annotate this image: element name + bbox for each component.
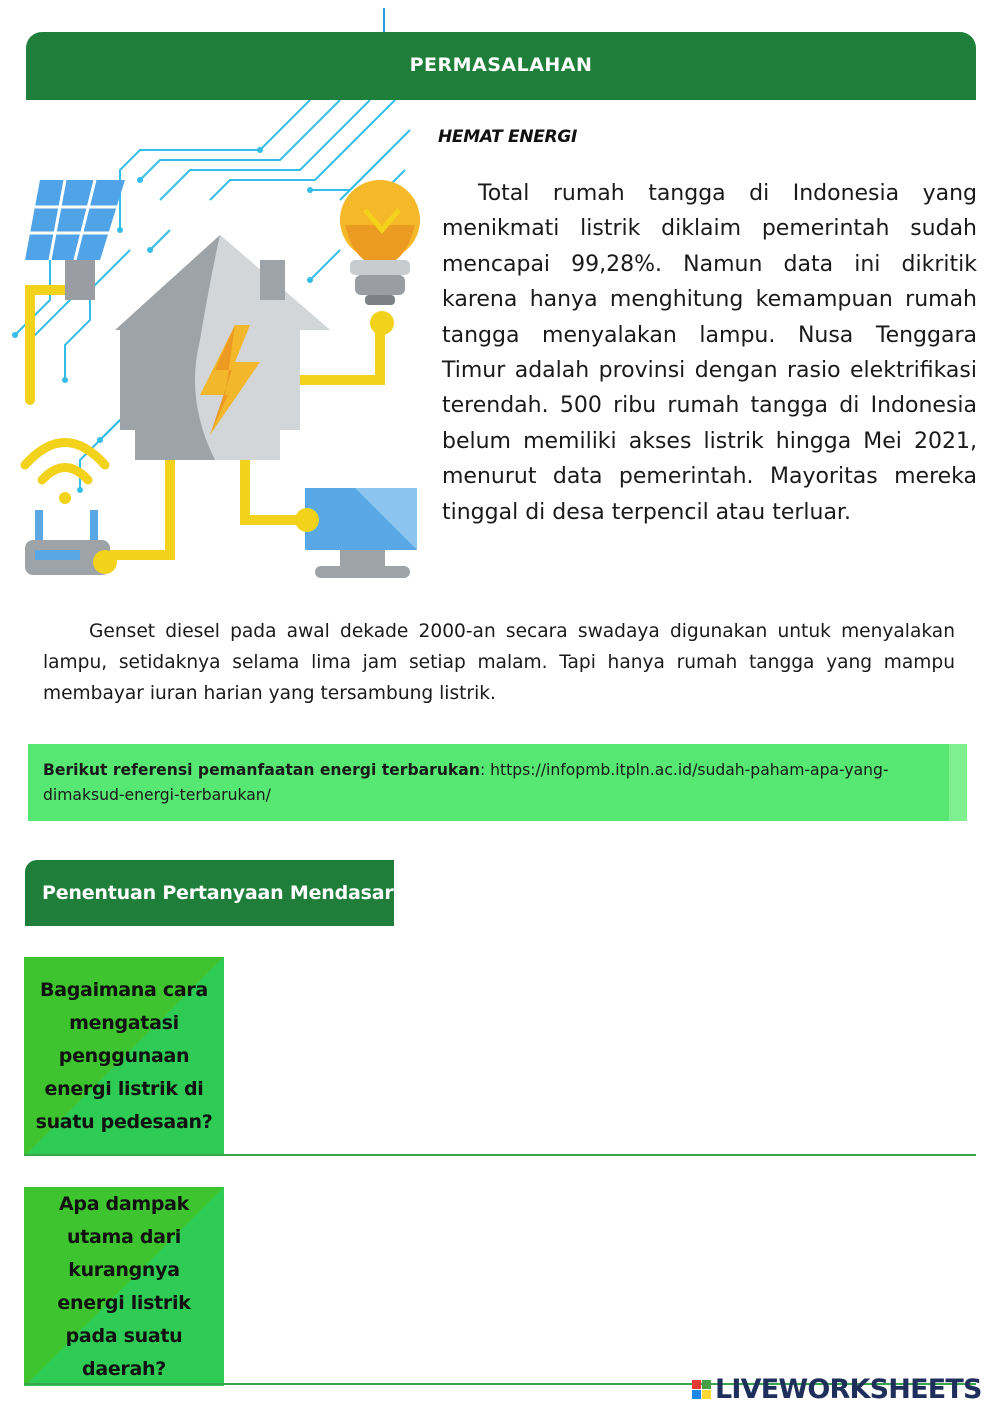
liveworksheets-logo <box>692 1374 982 1404</box>
questions-section-header <box>25 860 394 926</box>
solar-panel-icon <box>25 180 125 300</box>
question-1-text: Bagaimana cara mengatasi penggunaan energi listrik di suatu pedesaan? <box>35 979 213 1133</box>
reference-separator: : <box>479 761 491 779</box>
lightbulb-icon <box>340 180 420 335</box>
monitor-icon <box>295 488 417 578</box>
reference-link[interactable]: https://infopmb.itpln.ac.id/sudah-paham-apa-yang-dimaksud-energi-terbarukan/ <box>43 761 889 804</box>
wifi-router-icon <box>25 443 117 576</box>
question-card-2 <box>24 1187 224 1386</box>
article-paragraph-2: Genset diesel pada awal dekade 2000-an secara swadaya digunakan untuk menyalakan lampu, setidaknya selama lima jam setiap malam. Tapi hanya rumah tangga yang mampu membayar iuran harian yang tersambung listrik. <box>43 621 955 704</box>
answer-line-1[interactable] <box>24 1154 976 1156</box>
question-card-1 <box>24 957 224 1156</box>
smart-home-energy-illustration <box>10 100 425 590</box>
banner-title: PERMASALAHAN <box>409 54 593 76</box>
logo-text: LIVEWORKSHEETS <box>715 1373 982 1405</box>
reference-text <box>43 758 955 808</box>
section-banner <box>26 32 976 100</box>
decorative-line <box>383 8 385 34</box>
reference-box <box>28 744 967 821</box>
reference-label: Berikut referensi pemanfaatan energi terbarukan <box>43 761 480 779</box>
logo-mark-icon <box>692 1380 711 1399</box>
question-2-text: Apa dampak utama dari kurangnya energi listrik pada suatu daerah? <box>57 1192 191 1380</box>
article-paragraph-1: Total rumah tangga di Indonesia yang menikmati listrik diklaim pemerintah sudah mencapai 99,28%. Namun data ini dikritik karena hanya menghitung kemampuan rumah tangga menyalakan lampu. Nusa Tenggara Timur adalah provinsi dengan rasio elektrifikasi terendah. 500 ribu rumah tangga di Indonesia belum memiliki akses listrik hingga Mei 2021, menurut data pemerintah. Mayoritas mereka tinggal di desa terpencil atau terluar. <box>442 181 977 525</box>
house-icon <box>115 235 330 460</box>
article-heading: HEMAT ENERGI <box>438 127 578 147</box>
questions-section-title: Penentuan Pertanyaan Mendasar <box>42 882 394 904</box>
